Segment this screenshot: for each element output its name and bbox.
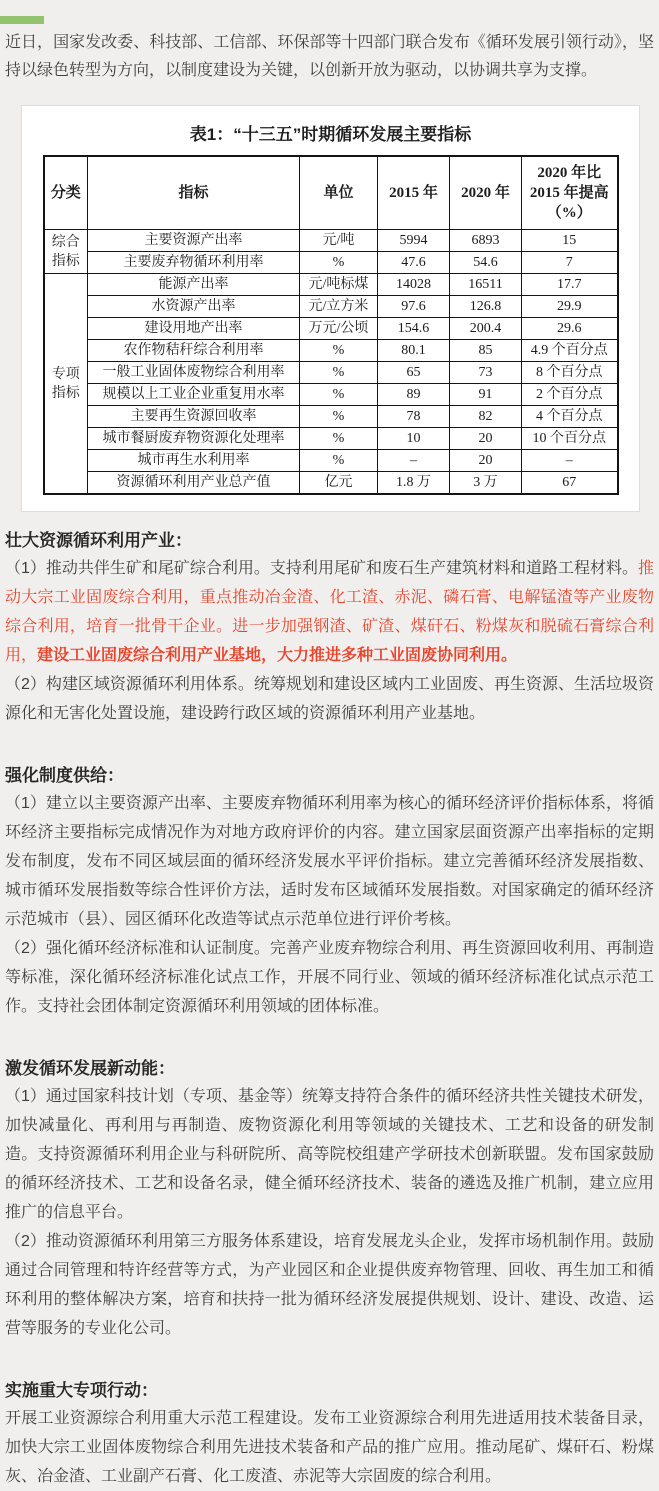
table-cell: 65 xyxy=(378,362,450,384)
article-body xyxy=(0,526,659,1491)
column-header-indicator: 指标 xyxy=(88,156,300,230)
section-major-actions xyxy=(5,1376,654,1491)
column-header-unit: 单位 xyxy=(300,156,378,230)
table-cell: % xyxy=(300,362,378,384)
table-cell: 4.9 个百分点 xyxy=(522,340,618,362)
table-cell: 67 xyxy=(522,472,618,495)
section-heading: 壮大资源循环利用产业： xyxy=(5,531,192,550)
table-cell: 82 xyxy=(450,406,522,428)
text-run: （2）强化循环经济标准和认证制度。完善产业废弃物综合利用、再生资源回收利用、再制造等标准，深化循环经济标准化试点工作，开展不同行业、领域的循环经济标准化试点示范工作。支持社会团体制定资源循环利用领域的团体标准。 xyxy=(5,940,654,1015)
table-cell: 建设用地产出率 xyxy=(88,318,300,340)
table-cell: 10 xyxy=(378,428,450,450)
table-cell: 城市再生水利用率 xyxy=(88,450,300,472)
table-cell: % xyxy=(300,384,378,406)
table-cell: 91 xyxy=(450,384,522,406)
table-row xyxy=(44,274,618,296)
table-row xyxy=(44,340,618,362)
table-cell: 20 xyxy=(450,428,522,450)
table-cell: – xyxy=(378,450,450,472)
table-cell: 1.8 万 xyxy=(378,472,450,495)
column-header-category: 分类 xyxy=(44,156,88,230)
table-cell: 10 个百分点 xyxy=(522,428,618,450)
paragraph xyxy=(5,1082,654,1227)
indicators-table xyxy=(43,155,619,495)
table-cell: 农作物秸秆综合利用率 xyxy=(88,340,300,362)
table-cell: 亿元 xyxy=(300,472,378,495)
column-header-2015: 2015 年 xyxy=(378,156,450,230)
table-row xyxy=(44,406,618,428)
text-run: 开展工业资源综合利用重大示范工程建设。发布工业资源综合利用先进适用技术装备目录，加快大宗工业固体废物综合利用先进技术装备和产品的推广应用。推动尾矿、煤矸石、粉煤灰、冶金渣、工业副产石膏、化工废渣、赤泥等大宗固废的综合利用。 xyxy=(5,1410,654,1485)
table-cell: 一般工业固体废物综合利用率 xyxy=(88,362,300,384)
table-cell: % xyxy=(300,450,378,472)
table-row xyxy=(44,252,618,274)
paragraph xyxy=(5,934,654,1021)
table-cell: 能源产出率 xyxy=(88,274,300,296)
table-cell: 54.6 xyxy=(450,252,522,274)
table-row xyxy=(44,230,618,252)
section-industry xyxy=(5,526,654,728)
table-cell: 97.6 xyxy=(378,296,450,318)
paragraph xyxy=(5,789,654,934)
text-run: （1）建立以主要资源产出率、主要废弃物循环利用率为核心的循环经济评价指标体系，将循环经济主要指标完成情况作为对地方政府评价的内容。建立国家层面资源产出率指标的定期发布制度，发布不同区域层面的循环经济发展水平评价指标。建立完善循环经济发展指数、城市循环发展指数等综合性评价方法，适时发布区域循环发展指数。对国家确定的循环经济示范城市（县）、园区循环化改造等试点示范单位进行评价考核。 xyxy=(5,795,654,928)
table-row xyxy=(44,450,618,472)
table-cell: 主要资源产出率 xyxy=(88,230,300,252)
table-cell: 16511 xyxy=(450,274,522,296)
paragraph xyxy=(5,670,654,728)
intro-paragraph: 近日，国家发改委、科技部、工信部、环保部等十四部门联合发布《循环发展引领行动》，坚持以绿色转型为方向，以制度建设为关键，以创新开放为驱动，以协调共享为支撑。 xyxy=(5,34,654,79)
table-cell: 154.6 xyxy=(378,318,450,340)
table-cell: 元/吨标煤 xyxy=(300,274,378,296)
paragraph xyxy=(5,1404,654,1491)
table-cell: 15 xyxy=(522,230,618,252)
table-row xyxy=(44,318,618,340)
table-cell: % xyxy=(300,340,378,362)
table-cell: – xyxy=(522,450,618,472)
text-run: （1）通过国家科技计划（专项、基金等）统筹支持符合条件的循环经济共性关键技术研发，加快减量化、再利用与再制造、废物资源化利用等领域的关键技术、工艺和设备的研发制造。支持资源循环利用企业与科研院所、高等院校组建产学研技术创新联盟。发布国家鼓励的循环经济技术、工艺和设备名录，健全循环经济技术、装备的遴选及推广机制，建立应用推广的信息平台。 xyxy=(5,1088,654,1221)
text-run-red: 推动大宗工业固废综合利用，重点推动冶金渣、化工渣、赤泥、磷石膏、电解锰渣等产业废物综合利用，培育一批骨干企业。进一步加强钢渣、矿渣、煤矸石、粉煤灰和脱硫石膏综合利用， xyxy=(5,560,654,664)
table-cell: 29.6 xyxy=(522,318,618,340)
table-cell: 85 xyxy=(450,340,522,362)
table-header-row xyxy=(44,156,618,230)
category-cell: 综合指标 xyxy=(44,230,88,274)
table-cell: 规模以上工业企业重复用水率 xyxy=(88,384,300,406)
table-cell: 万元/公顷 xyxy=(300,318,378,340)
table-row xyxy=(44,428,618,450)
table-cell: 资源循环利用产业总产值 xyxy=(88,472,300,495)
section-institution xyxy=(5,761,654,1021)
section-heading: 强化制度供给： xyxy=(5,766,124,785)
text-run: （1）推动共伴生矿和尾矿综合利用。支持利用尾矿和废石生产建筑材料和道路工程材料。 xyxy=(5,560,638,577)
table-row xyxy=(44,384,618,406)
text-run: （2）构建区域资源循环利用体系。统筹规划和建设区域内工业固废、再生资源、生活垃圾资源化和无害化处置设施，建设跨行政区域的资源循环利用产业基地。 xyxy=(5,676,654,722)
table-cell: 47.6 xyxy=(378,252,450,274)
table-cell: 2 个百分点 xyxy=(522,384,618,406)
table-cell: 80.1 xyxy=(378,340,450,362)
table-cell: % xyxy=(300,252,378,274)
table-cell: 4 个百分点 xyxy=(522,406,618,428)
section-momentum xyxy=(5,1054,654,1343)
text-run-red-bold: 建设工业固废综合利用产业基地，大力推进多种工业固废协同利用。 xyxy=(37,647,518,664)
table-cell: 89 xyxy=(378,384,450,406)
table-cell: 城市餐厨废弃物资源化处理率 xyxy=(88,428,300,450)
table-cell: 8 个百分点 xyxy=(522,362,618,384)
table-row xyxy=(44,472,618,495)
section-heading: 实施重大专项行动： xyxy=(5,1381,158,1400)
table-row xyxy=(44,362,618,384)
category-cell: 专项指标 xyxy=(44,274,88,495)
table-cell: 主要废弃物循环利用率 xyxy=(88,252,300,274)
table-cell: 7 xyxy=(522,252,618,274)
column-header-2020: 2020 年 xyxy=(450,156,522,230)
accent-bar xyxy=(0,16,44,24)
table-cell: % xyxy=(300,406,378,428)
table-row xyxy=(44,296,618,318)
table-cell: 14028 xyxy=(378,274,450,296)
paragraph xyxy=(5,554,654,670)
table-cell: 6893 xyxy=(450,230,522,252)
table-cell: 3 万 xyxy=(450,472,522,495)
table-cell: 17.7 xyxy=(522,274,618,296)
table-cell: 主要再生资源回收率 xyxy=(88,406,300,428)
table-cell: % xyxy=(300,428,378,450)
table-cell: 73 xyxy=(450,362,522,384)
text-run: （2）推动资源循环利用第三方服务体系建设，培育发展龙头企业，发挥市场机制作用。鼓励通过合同管理和特许经营等方式，为产业园区和企业提供废弃物管理、回收、再生加工和循环利用的整体解决方案，培育和扶持一批为循环经济发展提供规划、设计、建设、改造、运营等服务的专业化公司。 xyxy=(5,1233,654,1337)
table-cell: 29.9 xyxy=(522,296,618,318)
table-panel xyxy=(21,105,640,512)
table-cell: 126.8 xyxy=(450,296,522,318)
table-cell: 78 xyxy=(378,406,450,428)
paragraph xyxy=(5,1227,654,1343)
section-heading: 激发循环发展新动能： xyxy=(5,1059,175,1078)
column-header-improve: 2020 年比 2015 年提高（%） xyxy=(522,156,618,230)
table-title: 表1：“十三五”时期循环发展主要指标 xyxy=(189,125,472,144)
table-cell: 水资源产出率 xyxy=(88,296,300,318)
table-cell: 20 xyxy=(450,450,522,472)
table-cell: 200.4 xyxy=(450,318,522,340)
table-cell: 元/吨 xyxy=(300,230,378,252)
table-cell: 元/立方米 xyxy=(300,296,378,318)
table-cell: 5994 xyxy=(378,230,450,252)
